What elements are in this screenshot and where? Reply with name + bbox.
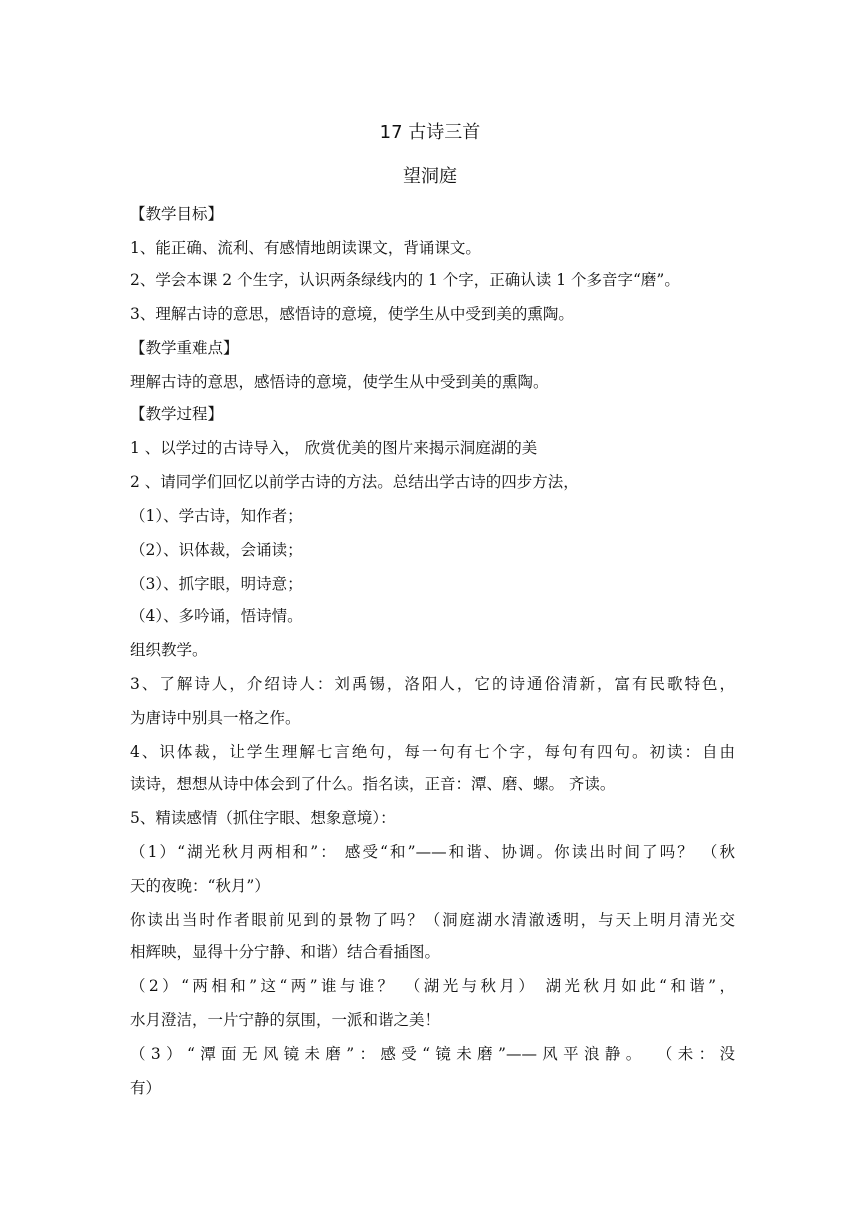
poem-title: 望洞庭 [403,166,457,187]
process-line: （1）、学古诗，知作者； [130,507,303,525]
process-line: 你读出当时作者眼前见到的景物了吗？（洞庭湖水清澈透明，与天上明月清光交 [130,911,735,929]
process-line: （2）“两相和”这“两”谁与谁？ （湖光与秋月） 湖光秋月如此“和谐”， [130,977,735,995]
process-line: 4、识体裁，让学生理解七言绝句，每一句有七个字，每句有四句。初读：自由 [130,743,735,761]
process-line: 天的夜晚：“秋月”） [130,877,270,895]
process-line: 2 、请同学们回忆以前学古诗的方法。总结出学古诗的四步方法， [130,473,579,491]
process-line: （3）、抓字眼，明诗意； [130,575,303,593]
process-line: 读诗，想想从诗中体会到了什么。指名读，正音：潭、磨、螺。 齐读。 [130,775,616,793]
process-heading: 【教学过程】 [130,405,224,423]
process-line: 相辉映，显得十分宁静、和谐）结合看插图。 [130,943,441,961]
process-line: （3）“潭面无风镜未磨”：感受“镜未磨”——风平浪静。 （未：没 [130,1045,735,1063]
process-line: 组织教学。 [130,641,208,659]
process-line: 1 、以学过的古诗导入， 欣赏优美的图片来揭示洞庭湖的美 [130,439,538,457]
process-line: （1）“湖光秋月两相和”： 感受“和”——和谐、协调。你读出时间了吗？ （秋 [130,843,735,861]
key-points-text: 理解古诗的意思，感悟诗的意境，使学生从中受到美的熏陶。 [130,373,549,391]
key-points-heading: 【教学重难点】 [130,339,239,357]
process-line: 5、精读感情（抓住字眼、想象意境）： [130,809,396,827]
goal-item: 2、学会本课 2 个生字，认识两条绿线内的 1 个字，正确认读 1 个多音字“磨”。 [130,271,680,289]
process-line: （4）、多吟诵，悟诗情。 [130,607,303,625]
goal-item: 1、能正确、流利、有感情地朗读课文，背诵课文。 [130,239,481,257]
process-line: 有） [130,1079,162,1097]
process-line: （2）、识体裁，会诵读； [130,541,303,559]
goal-item: 3、理解古诗的意思，感悟诗的意境，使学生从中受到美的熏陶。 [130,305,574,323]
goals-heading: 【教学目标】 [130,205,224,223]
lesson-title: 17 古诗三首 [379,122,481,143]
process-line: 为唐诗中别具一格之作。 [130,709,301,727]
process-line: 3、了解诗人，介绍诗人：刘禹锡，洛阳人，它的诗通俗清新，富有民歌特色， [130,675,735,693]
process-line: 水月澄洁，一片宁静的氛围，一派和谐之美！ [130,1011,441,1029]
